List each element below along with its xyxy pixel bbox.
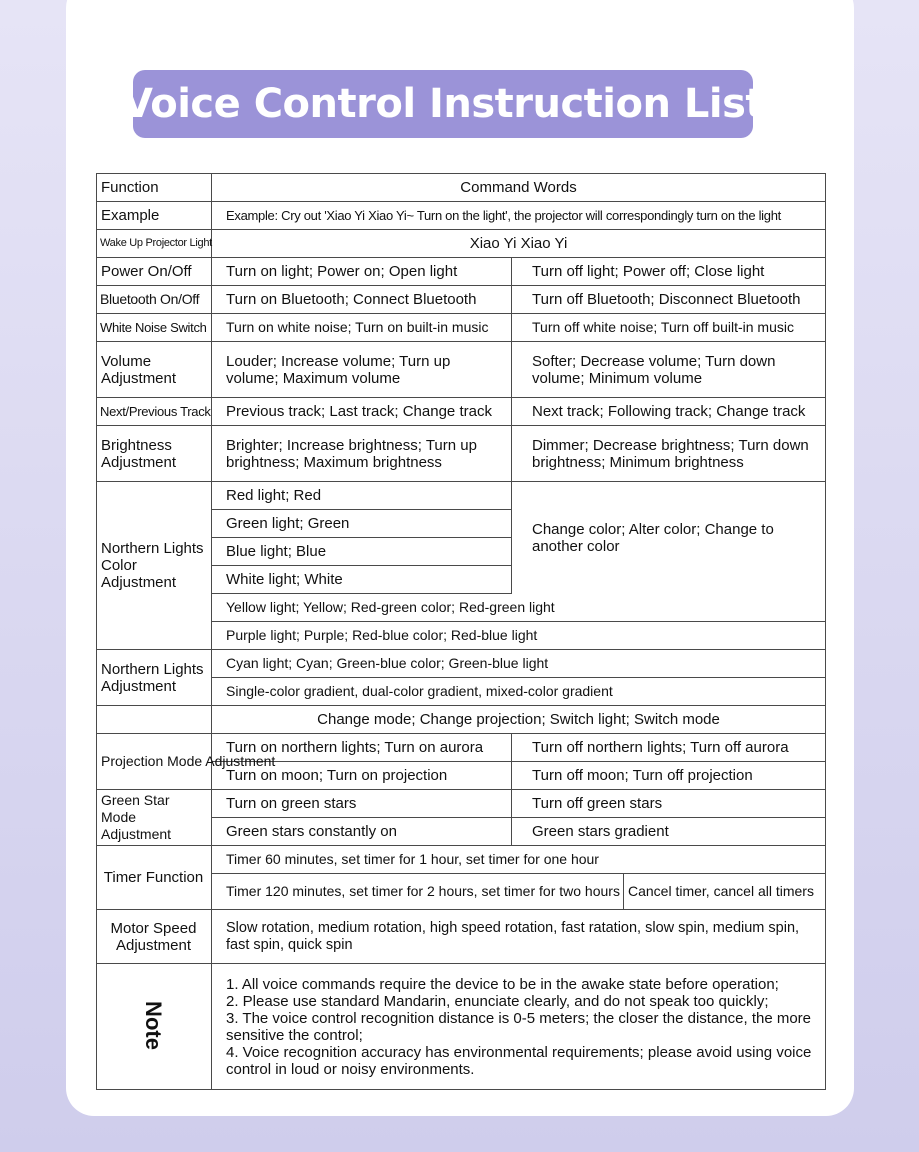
track-label: Next/Previous Track (97, 398, 212, 426)
nl-color-label: Northern Lights Color Adjustment (97, 482, 212, 650)
white-noise-label: White Noise Switch (97, 314, 212, 342)
note-item: 2. Please use standard Mandarin, enunciate clearly, and do not speak too quickly; (226, 992, 769, 1010)
note-item: 3. The voice control recognition distance is 0-5 meters; the closer the distance, the more sensitive the control; (226, 1009, 812, 1044)
timer-60-commands: Timer 60 minutes, set timer for 1 hour, set timer for one hour (212, 846, 826, 874)
white-noise-on-commands: Turn on white noise; Turn on built-in music (212, 314, 512, 342)
wake-up-text: Xiao Yi Xiao Yi (212, 230, 826, 258)
bluetooth-off-commands: Turn off Bluetooth; Disconnect Bluetooth (512, 286, 826, 314)
bluetooth-on-commands: Turn on Bluetooth; Connect Bluetooth (212, 286, 512, 314)
note-list (212, 964, 826, 1090)
nl-change-color-commands: Change color; Alter color; Change to another color (512, 482, 826, 594)
header-command-words: Command Words (212, 174, 826, 202)
title-banner (121, 70, 765, 138)
note-item: 4. Voice recognition accuracy has environmental requirements; please avoid using voice control in loud or noisy environments. (226, 1043, 812, 1078)
nl-adjust-label: Northern Lights Adjustment (97, 650, 212, 706)
example-label: Example (97, 202, 212, 230)
moon-on-commands: Turn on moon; Turn on projection (212, 762, 512, 790)
color-command: White light; White (212, 566, 512, 594)
table-row (97, 734, 826, 762)
note-label: Note (140, 1000, 166, 1050)
table-row (97, 174, 826, 202)
cancel-timer-commands: Cancel timer, cancel all timers (624, 874, 826, 910)
color-command: Red light; Red (212, 482, 512, 510)
power-off-commands: Turn off light; Power off; Close light (512, 258, 826, 286)
table-row (97, 342, 826, 398)
table-row (97, 258, 826, 286)
brightness-up-commands: Brighter; Increase brightness; Turn up brightness; Maximum brightness (212, 426, 512, 482)
motor-commands: Slow rotation, medium rotation, high speed rotation, fast ratation, slow spin, medium spin, fast spin, quick spin (212, 910, 826, 964)
note-label-cell (97, 964, 212, 1090)
timer-label: Timer Function (97, 846, 212, 910)
table-row (97, 426, 826, 482)
green-star-constant-commands: Green stars constantly on (212, 818, 512, 846)
motor-label: Motor Speed Adjustment (97, 910, 212, 964)
instruction-table (96, 173, 826, 1090)
table-row (97, 230, 826, 258)
bluetooth-label: Bluetooth On/Off (97, 286, 212, 314)
color-command: Yellow light; Yellow; Red-green color; Red-green light (212, 594, 826, 622)
nl-adjust-command: Change mode; Change projection; Switch light; Switch mode (212, 706, 826, 734)
table-row (97, 482, 826, 510)
aurora-off-commands: Turn off northern lights; Turn off aurora (512, 734, 826, 762)
track-next-commands: Next track; Following track; Change track (512, 398, 826, 426)
green-star-on-commands: Turn on green stars (212, 790, 512, 818)
table-row (97, 846, 826, 874)
nl-adjust-command: Cyan light; Cyan; Green-blue color; Green-blue light (212, 650, 826, 678)
blank-cell (97, 706, 212, 734)
table-row (97, 314, 826, 342)
color-command: Purple light; Purple; Red-blue color; Red-blue light (212, 622, 826, 650)
power-label: Power On/Off (97, 258, 212, 286)
table-row (97, 202, 826, 230)
volume-up-commands: Louder; Increase volume; Turn up volume; Maximum volume (212, 342, 512, 398)
table-row (97, 398, 826, 426)
projection-label: Projection Mode Adjustment (97, 734, 212, 790)
wake-up-label: Wake Up Projector Light (97, 230, 212, 258)
timer-120-commands: Timer 120 minutes, set timer for 2 hours, set timer for two hours (212, 874, 624, 910)
example-text: Example: Cry out 'Xiao Yi Xiao Yi~ Turn on the light', the projector will correspondingly turn on the light (212, 202, 826, 230)
volume-down-commands: Softer; Decrease volume; Turn down volume; Minimum volume (512, 342, 826, 398)
color-command: Blue light; Blue (212, 538, 512, 566)
table-row (97, 706, 826, 734)
green-star-gradient-commands: Green stars gradient (512, 818, 826, 846)
track-prev-commands: Previous track; Last track; Change track (212, 398, 512, 426)
brightness-label: Brightness Adjustment (97, 426, 212, 482)
page-title: Voice Control Instruction List (121, 81, 765, 127)
white-noise-off-commands: Turn off white noise; Turn off built-in music (512, 314, 826, 342)
moon-off-commands: Turn off moon; Turn off projection (512, 762, 826, 790)
note-item: 1. All voice commands require the device to be in the awake state before operation; (226, 975, 779, 993)
header-function: Function (97, 174, 212, 202)
table-row (97, 964, 826, 1090)
green-star-off-commands: Turn off green stars (512, 790, 826, 818)
color-command: Green light; Green (212, 510, 512, 538)
volume-label: Volume Adjustment (97, 342, 212, 398)
brightness-down-commands: Dimmer; Decrease brightness; Turn down brightness; Minimum brightness (512, 426, 826, 482)
table-row (97, 910, 826, 964)
table-row (97, 650, 826, 678)
table-row (97, 286, 826, 314)
green-star-label: Green Star Mode Adjustment (97, 790, 212, 846)
nl-adjust-command: Single-color gradient, dual-color gradient, mixed-color gradient (212, 678, 826, 706)
table-row (97, 790, 826, 818)
power-on-commands: Turn on light; Power on; Open light (212, 258, 512, 286)
aurora-on-commands: Turn on northern lights; Turn on aurora (212, 734, 512, 762)
